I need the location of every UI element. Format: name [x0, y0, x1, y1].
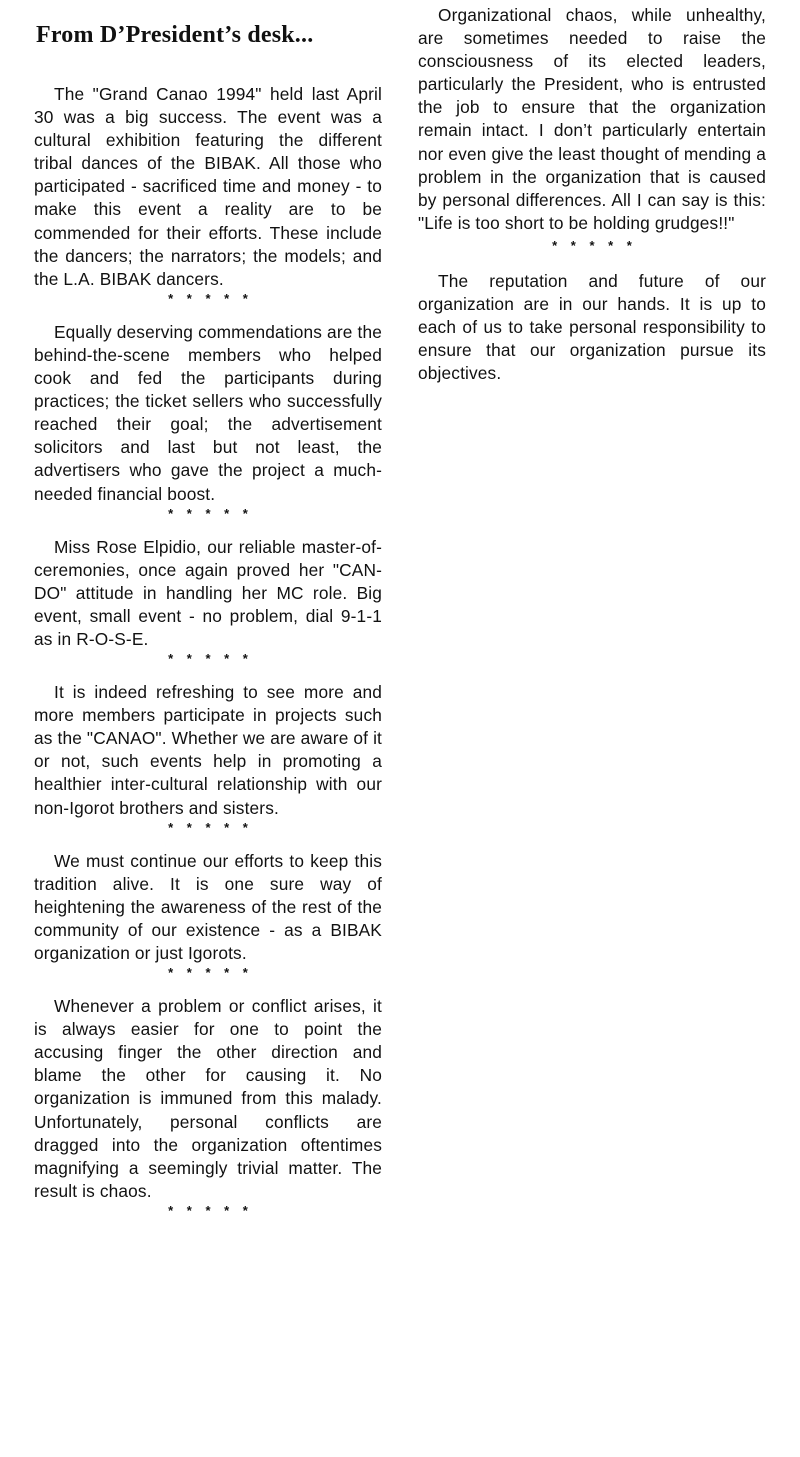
- paragraph: Equally deserving commendations are the behind-the-scene members who helped cook and fed the participants during practices; the ticket sellers who successfully reached their goal; the advertisement solicitors and last but not least, the advertisers who gave the project a much-needed financial boost.: [34, 321, 382, 504]
- section-separator: * * * * *: [168, 819, 253, 835]
- paragraph: It is indeed refreshing to see more and more members participate in projects such as the "CANAO". Whether we are aware of it or not, such events help in promoting a healthier inter-cultural relationship with our non-Igorot brothers and sisters.: [34, 682, 383, 818]
- paragraph: We must continue our efforts to keep this tradition alive. It is one sure way of heightening the awareness of the rest of the community of our existence - as a BIBAK organization or just Igorots.: [34, 850, 382, 963]
- section-separator: * * * * *: [168, 965, 253, 981]
- paragraph: Organizational chaos, while unhealthy, are sometimes needed to raise the consciousness of its elected leaders, particularly the President, who is entrusted the job to ensure that the organization remain intact. I don’t particularly entertain nor even give the least thought of mending a problem in the organization that is caused by personal differences. All I can say is this: "Life is too short to be holding grudges!!": [418, 5, 766, 233]
- section-separator: * * * * *: [168, 1202, 253, 1218]
- paragraph: Miss Rose Elpidio, our reliable master-of-ceremonies, once again proved her "CAN-DO" attitude in handling her MC role. Big event, small event - no problem, dial 9-1-1 as in R-O-S-E.: [34, 536, 382, 649]
- section-separator: * * * * *: [168, 505, 253, 521]
- section-separator: * * * * *: [168, 651, 253, 667]
- paragraph: The "Grand Canao 1994" held last April 30 was a big success. The event was a cultural exhibition featuring the different tribal dances of the BIBAK. All those who participated - sacrificed time and money - to make this event a reality are to be commended for their efforts. These include the dancers; the narrators; the models; and the L.A. BIBAK dancers.: [34, 84, 382, 289]
- section-separator: * * * * *: [552, 237, 637, 253]
- paragraph: Whenever a problem or conflict arises, it is always easier for one to point the accusing finger the other direction and blame the other for causing it. No organization is immuned from this malady. Unfortunately, personal conflicts are dragged into the organization oftentimes magnifying a seemingly trivial matter. The result is chaos.: [34, 996, 382, 1201]
- section-separator: * * * * *: [168, 290, 253, 306]
- page-edge: [794, 0, 800, 1457]
- paragraph: The reputation and future of our organization are in our hands. It is up to each of us to take personal responsibility to ensure that our organization pursue its objectives.: [418, 270, 766, 384]
- right-column: [418, 0, 766, 385]
- article-title: From D’President’s desk...: [36, 22, 314, 48]
- left-column: [34, 0, 382, 1233]
